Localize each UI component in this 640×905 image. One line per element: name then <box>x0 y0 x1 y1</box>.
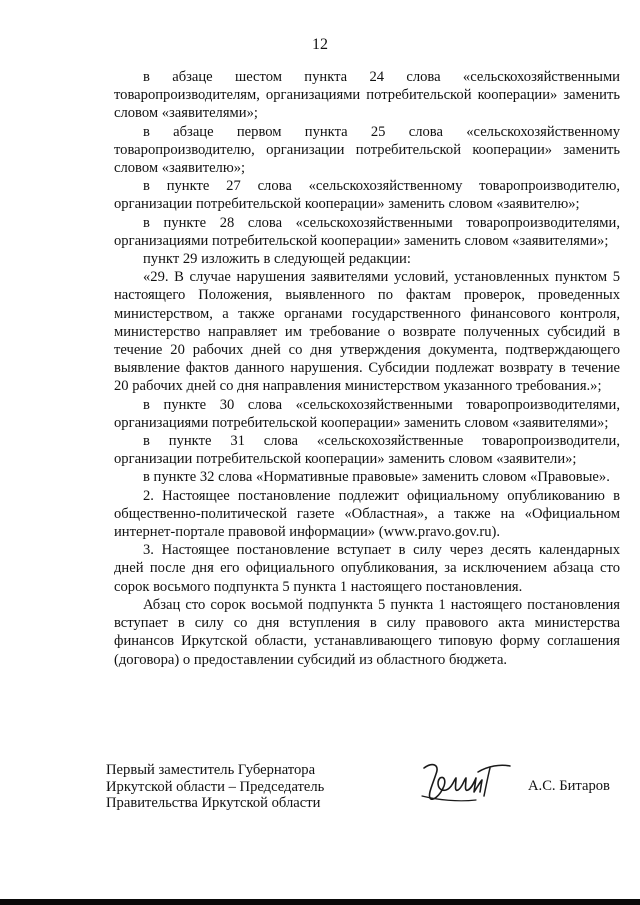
paragraph: в пункте 31 слова «сельскохозяйственные товаропроизводители, организации потребительской кооперации» заменить словом «заявители»; <box>114 433 620 468</box>
signatory-title-line: Иркутской области – Председатель <box>106 778 325 795</box>
document-body <box>114 68 620 669</box>
paragraph: 2. Настоящее постановление подлежит официальному опубликованию в общественно-политической газете «Областная», а также на «Официальном интернет-портале правовой информации» (www.pravo.gov.ru). <box>114 487 620 541</box>
paragraph: в абзаце шестом пункта 24 слова «сельскохозяйственными товаропроизводителям, организациями потребительской кооперации» заменить словом «заявителями»; <box>114 69 620 122</box>
paragraph: в пункте 28 слова «сельскохозяйственными товаропроизводителями, организациями потребительской кооперации» заменить словом «заявителями»; <box>114 214 620 249</box>
signatory-title-line: Правительства Иркутской области <box>106 795 321 811</box>
paragraph: в пункте 30 слова «сельскохозяйственными товаропроизводителями, организациями потребительской кооперации» заменить словом «заявителями»; <box>114 396 620 431</box>
paragraph: «29. В случае нарушения заявителями условий, установленных пунктом 5 настоящего Положения, выявленного по фактам проверок, проведенных министерством, а также органами государственного финансового контроля, министерство направляет им требование о возврате полученных субсидий в течение 20 рабочих дней со дня утверждения документа, подтверждающего выявление фактов данного нарушения. Субсидии подлежат возврату в течение 20 рабочих дней со дня направления министерством указанного требования.»; <box>114 269 620 395</box>
paragraph: в пункте 27 слова «сельскохозяйственному товаропроизводителю, организации потребительской кооперации» заменить словом «заявителю»; <box>114 178 620 213</box>
paragraph: пункт 29 изложить в следующей редакции: <box>143 251 411 268</box>
paragraph: Абзац сто сорок восьмой подпункта 5 пункта 1 настоящего постановления вступает в силу со дня вступления в силу правового акта министерства финансов Иркутской области, устанавливающего типовую форму соглашения (договора) о предоставлении субсидий из областного бюджета. <box>114 596 620 668</box>
handwritten-signature <box>418 756 514 808</box>
page-number: 12 <box>312 36 328 53</box>
scan-bottom-edge <box>0 899 640 905</box>
paragraph: в абзаце первом пункта 25 слова «сельскохозяйственному товаропроизводителю, организации потребительской кооперации» заменить словом «заявителю»; <box>114 123 620 177</box>
signatory-title-line: Первый заместитель Губернатора <box>106 762 316 778</box>
paragraph: 3. Настоящее постановление вступает в силу через десять календарных дней после дня его официального опубликования, за исключением абзаца сто сорок восьмого подпункта 5 пункта 1 настоящего постановления. <box>114 542 620 595</box>
signatory-name: А.С. Битаров <box>528 778 610 794</box>
paragraph: в пункте 32 слова «Нормативные правовые» заменить словом «Правовые». <box>143 469 610 486</box>
signatory-title <box>106 762 324 812</box>
